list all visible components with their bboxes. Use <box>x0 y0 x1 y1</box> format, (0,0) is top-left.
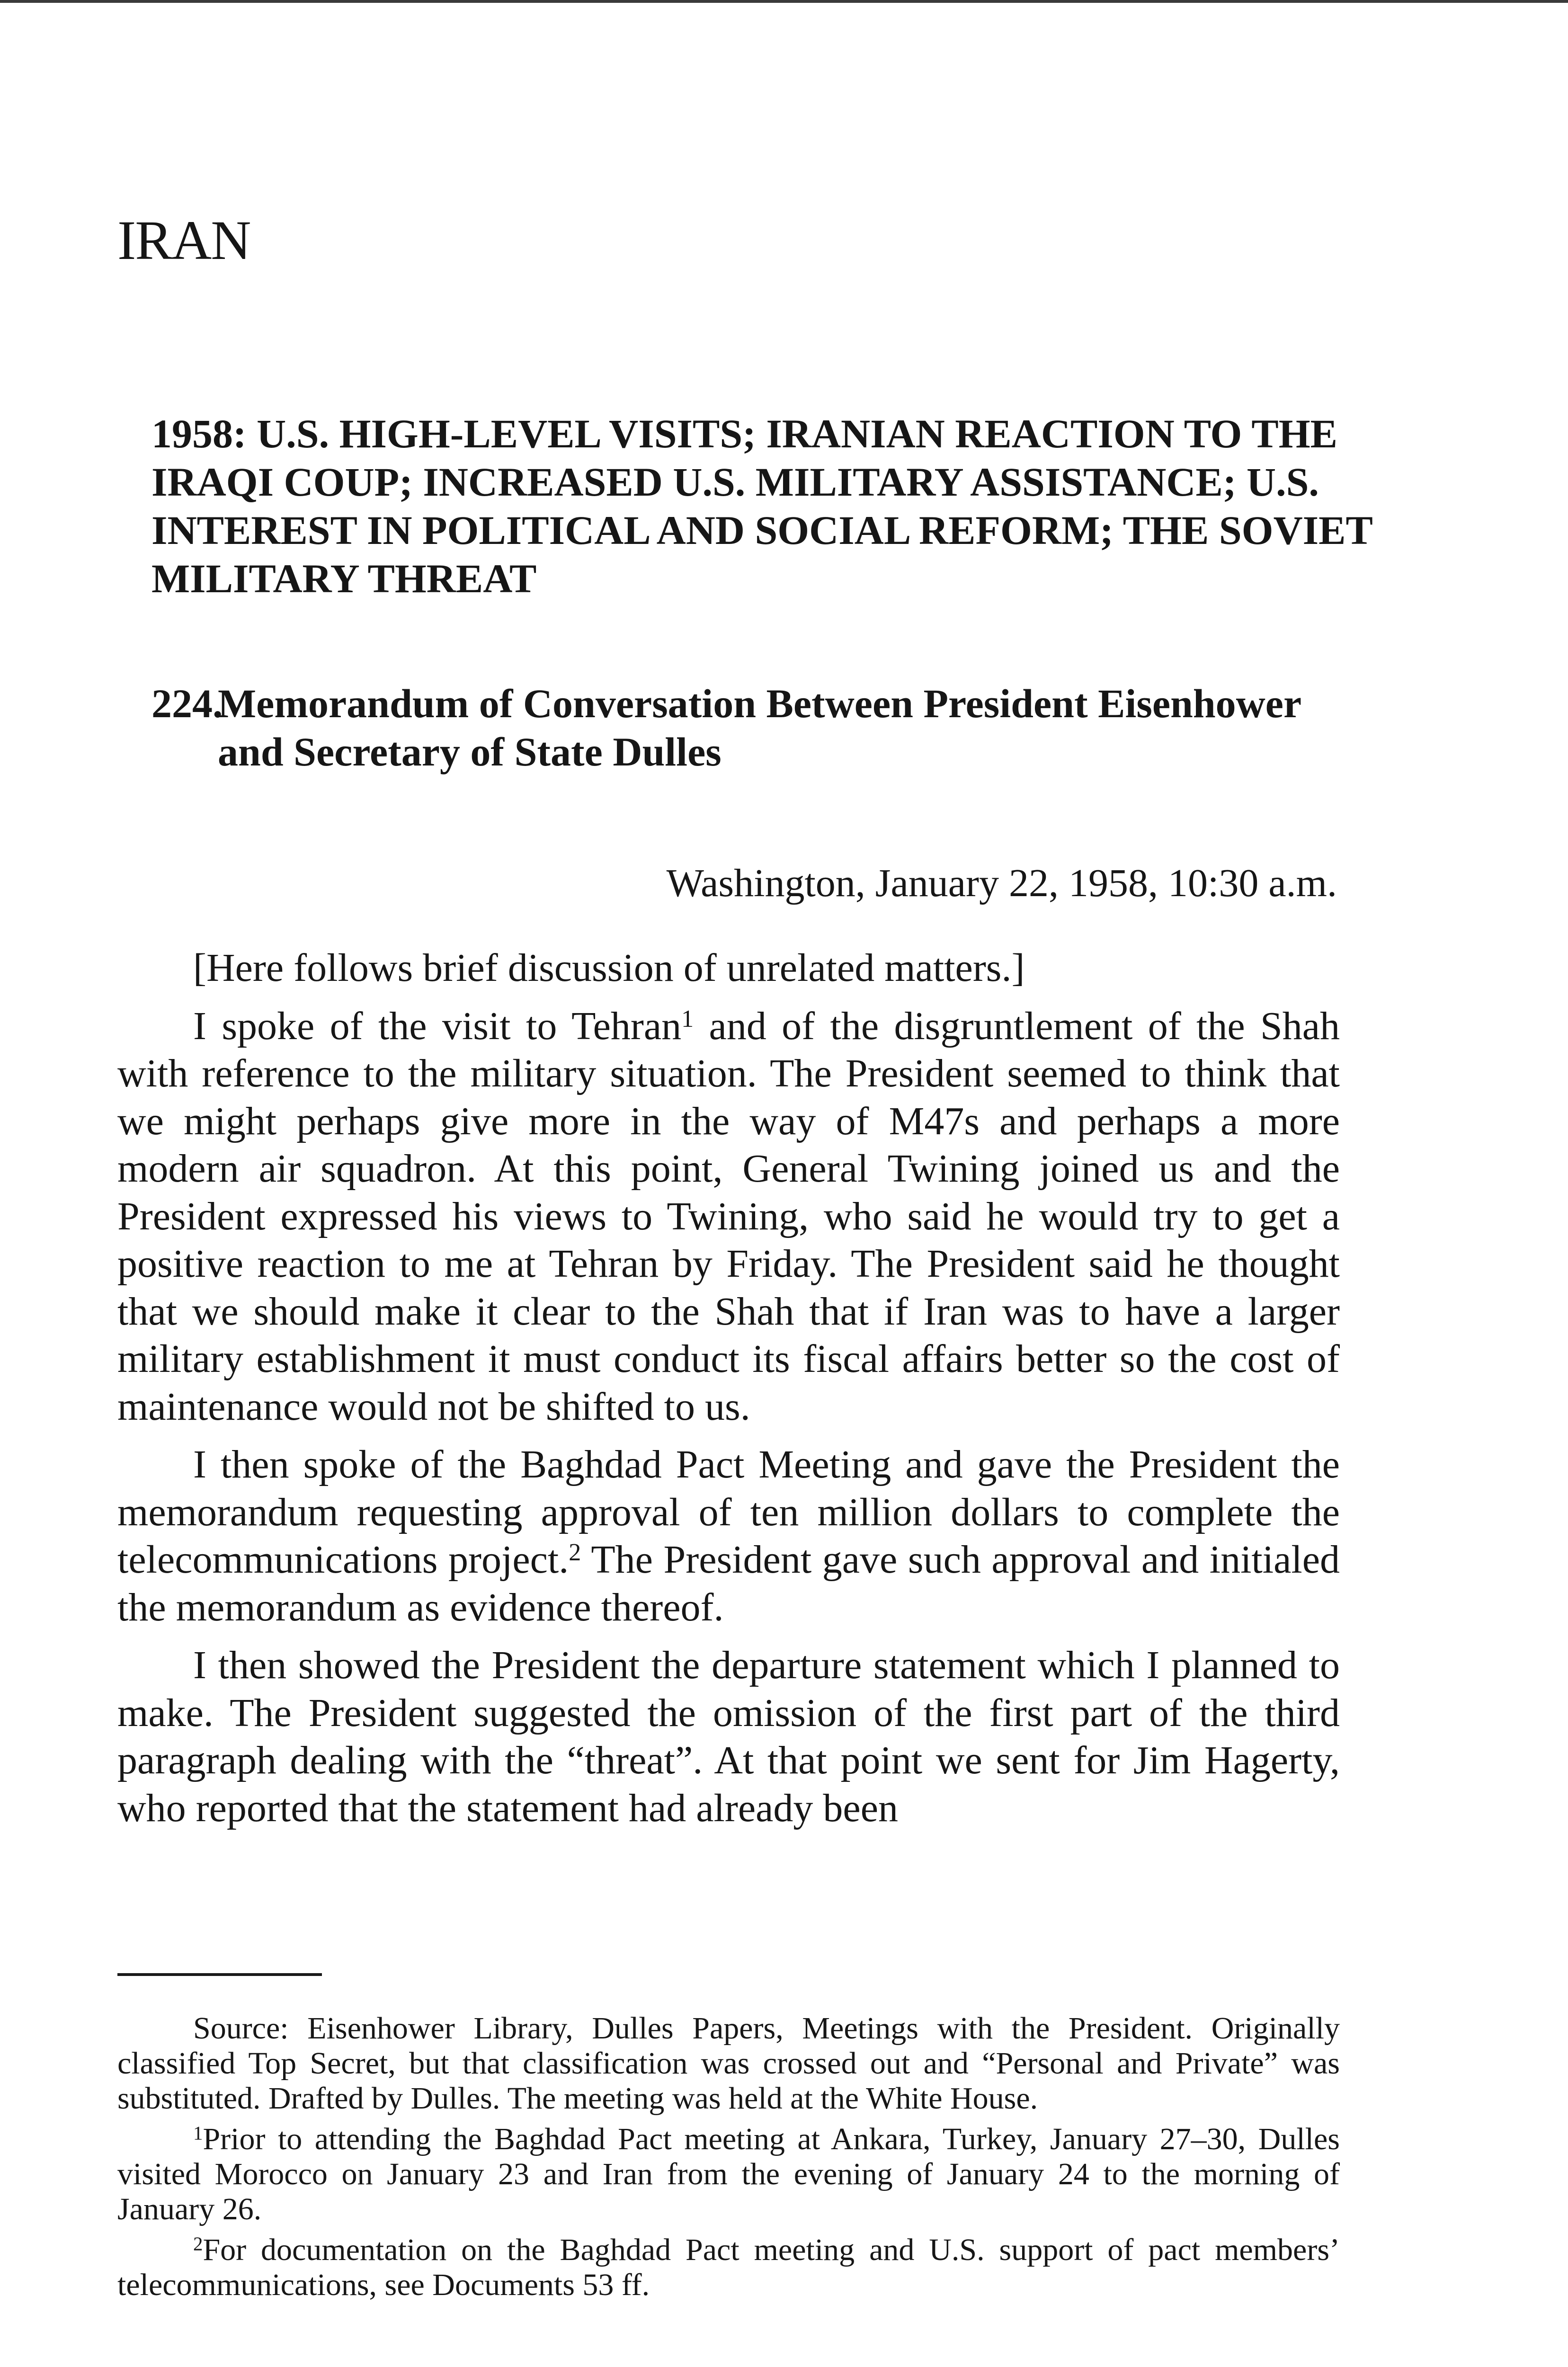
paragraph-3 <box>117 1441 1340 1631</box>
footnote-1 <box>117 2122 1340 2227</box>
footnotes <box>117 2011 1340 2308</box>
footnote-2-text: For documentation on the Baghdad Pact meeting and U.S. support of pact members’ telecommunications, see Documents 53 ff. <box>117 2233 1340 2302</box>
paragraph-3-text-b: The President gave such approval and initialed the memorandum as evidence thereof. <box>117 1538 1340 1629</box>
footnote-2 <box>117 2233 1340 2303</box>
document-title: Memorandum of Conversation Between President Eisenhower and Secretary of State Dulles <box>218 681 1301 774</box>
paragraph-1: [Here follows brief discussion of unrelated matters.] <box>193 946 1025 990</box>
footnote-divider <box>117 1973 322 1976</box>
source-note: Source: Eisenhower Library, Dulles Papers, Meetings with the President. Originally classified Top Secret, but that classification was crossed out and “Personal and Private” was substituted. Drafted by Dulles. The meeting was held at the White House. <box>117 2011 1340 2116</box>
paragraph-3-text-a: I then spoke of the Baghdad Pact Meeting and gave the President the memorandum requesting approval of ten million dollars to complete the telecommunications project. <box>117 1442 1340 1582</box>
section-title: IRAN <box>117 209 250 271</box>
footnote-1-text: Prior to attending the Baghdad Pact meeting at Ankara, Turkey, January 27–30, Dulles visited Morocco on January 23 and Iran from the evening of January 24 to the morning of January 26. <box>117 2122 1340 2226</box>
dateline: Washington, January 22, 1958, 10:30 a.m. <box>666 861 1337 905</box>
document-heading <box>151 679 1345 776</box>
footnote-ref-1[interactable]: 1 <box>681 1005 694 1032</box>
paragraph-2 <box>117 1003 1340 1431</box>
memorandum-body <box>117 944 1340 1842</box>
paragraph-2-text-a: I spoke of the visit to Tehran <box>193 1004 682 1048</box>
document-number: 224. <box>151 681 223 726</box>
paragraph-2-text-b: and of the disgruntlement of the Shah with reference to the military situation. The President seemed to think that we might perhaps give more in the way of M47s and perhaps a more modern air squadron. At this point, General Twining joined us and the President expressed his views to Twining, who said he would try to get a positive reaction to me at Tehran by Friday. The President said he thought that we should make it clear to the Shah that if Iran was to have a larger military establishment it must conduct its fiscal affairs better so the cost of maintenance would not be shifted to us. <box>117 1004 1340 1429</box>
footnote-ref-2[interactable]: 2 <box>569 1539 581 1566</box>
footnote-2-mark: 2 <box>193 2233 203 2255</box>
top-border-rule <box>0 0 1568 3</box>
footnote-1-mark: 1 <box>193 2122 203 2144</box>
paragraph-4: I then showed the President the departure statement which I planned to make. The President suggested the omission of the first part of the third paragraph dealing with the “threat”. At that point we sent for Jim Hagerty, who reported that the statement had already been <box>117 1643 1340 1830</box>
chapter-heading: 1958: U.S. HIGH-LEVEL VISITS; IRANIAN REACTION TO THE IRAQI COUP; INCREASED U.S. MILITARY ASSISTANCE; U.S. INTEREST IN POLITICAL AND SOCIAL REFORM; THE SOVIET MILITARY THREAT <box>151 411 1372 601</box>
